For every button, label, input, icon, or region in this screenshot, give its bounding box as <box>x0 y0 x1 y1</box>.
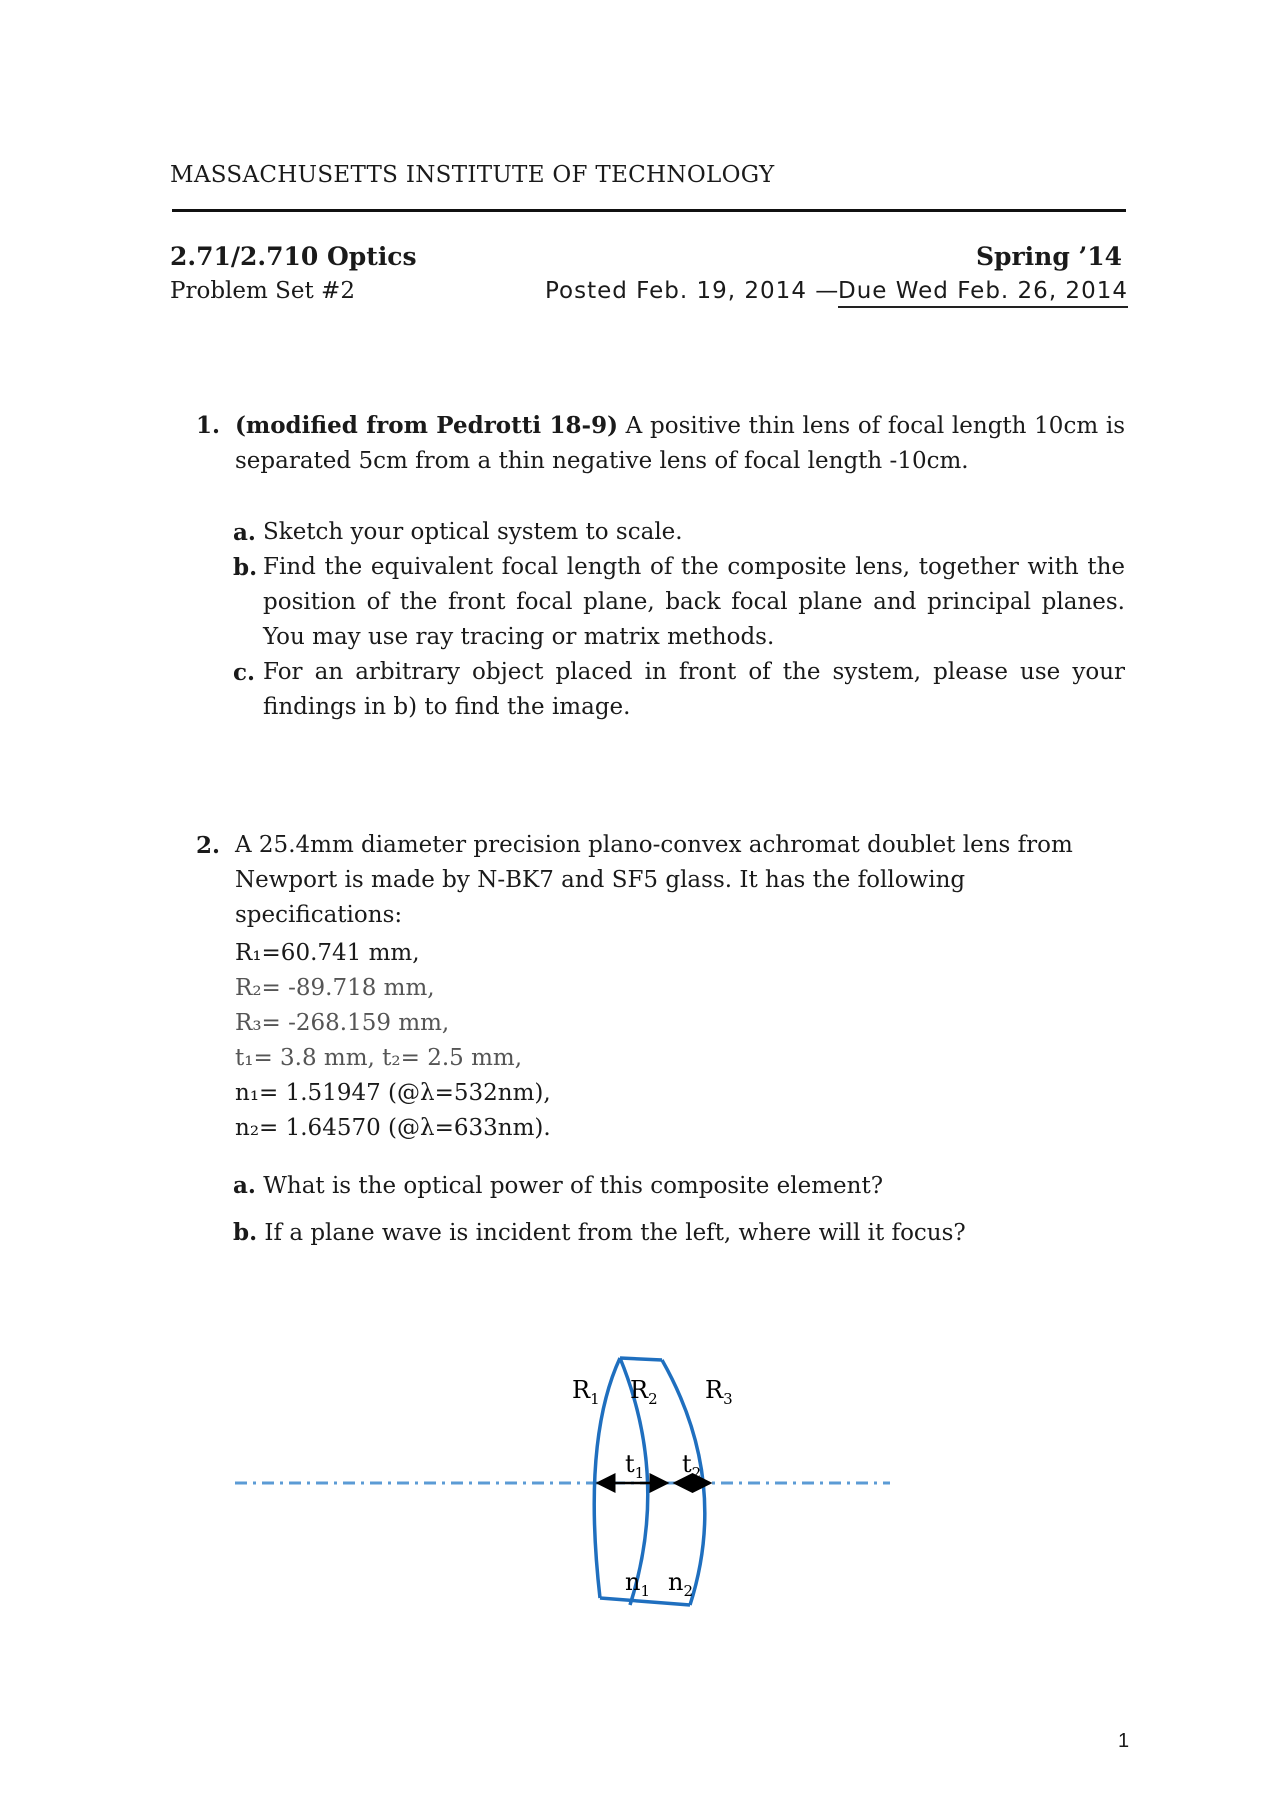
label-n1: $n_1$ <box>625 1568 651 1600</box>
spec-r2: R₂= -89.718 mm, <box>235 975 435 1001</box>
problem-1b-label: b. <box>233 554 258 581</box>
problem-2-number: 2. <box>196 832 221 859</box>
problem-1c-text: For an arbitrary object placed in front of the system, please use your findings in b) to find the image. <box>263 659 1125 720</box>
problem-1b-text: Find the equivalent focal length of the composite lens, together with the position of the front focal plane, back focal plane and principal planes. You may use ray tracing or matrix methods. <box>263 554 1125 650</box>
label-r2: $R_2$ <box>630 1376 658 1408</box>
doublet-lens-diagram <box>220 1340 920 1640</box>
problem-2-text: A 25.4mm diameter precision plano-convex achromat doublet lens from Newport is made by N-BK7 and SF5 glass. It has the following specifications: <box>235 832 1073 928</box>
problem-1-text <box>235 408 1125 479</box>
term: Spring ’14 <box>975 242 1122 271</box>
institution-name: MASSACHUSETTS INSTITUTE OF TECHNOLOGY <box>170 162 775 188</box>
due-date: Due Wed Feb. 26, 2014 <box>838 278 1128 308</box>
header-rule <box>172 209 1126 212</box>
problem-1-source: (modified from Pedrotti 18-9) <box>235 412 618 439</box>
posted-date: Posted Feb. 19, 2014 — <box>545 278 840 304</box>
spec-n1: n₁= 1.51947 (@λ=532nm), <box>235 1080 551 1106</box>
spec-n2: n₂= 1.64570 (@λ=633nm). <box>235 1115 551 1141</box>
problem-set-label: Problem Set #2 <box>170 278 355 304</box>
problem-2a: a. What is the optical power of this composite element? <box>233 1172 884 1199</box>
problem-1a-text: Sketch your optical system to scale. <box>263 519 683 545</box>
problem-1-body: A positive thin lens of focal length 10cm is separated 5cm from a thin negative lens of focal length -10cm. <box>235 413 1125 474</box>
problem-1c-label: c. <box>233 659 256 686</box>
problem-2b: b. If a plane wave is incident from the left, where will it focus? <box>233 1219 966 1246</box>
spec-r1: R₁=60.741 mm, <box>235 940 420 966</box>
label-t2: $t_2$ <box>682 1450 702 1482</box>
course-title: 2.71/2.710 Optics <box>170 242 417 271</box>
label-r1: $R_1$ <box>572 1376 600 1408</box>
label-r3: $R_3$ <box>705 1376 733 1408</box>
label-n2: $n_2$ <box>668 1568 694 1600</box>
label-t1: $t_1$ <box>625 1450 645 1482</box>
problem-1-number: 1. <box>196 412 221 439</box>
spec-thickness: t₁= 3.8 mm, t₂= 2.5 mm, <box>235 1045 523 1071</box>
lens-top-edge <box>620 1358 662 1360</box>
problem-1a-label: a. <box>233 519 256 546</box>
page-number: 1 <box>1118 1730 1130 1752</box>
spec-r3: R₃= -268.159 mm, <box>235 1010 450 1036</box>
